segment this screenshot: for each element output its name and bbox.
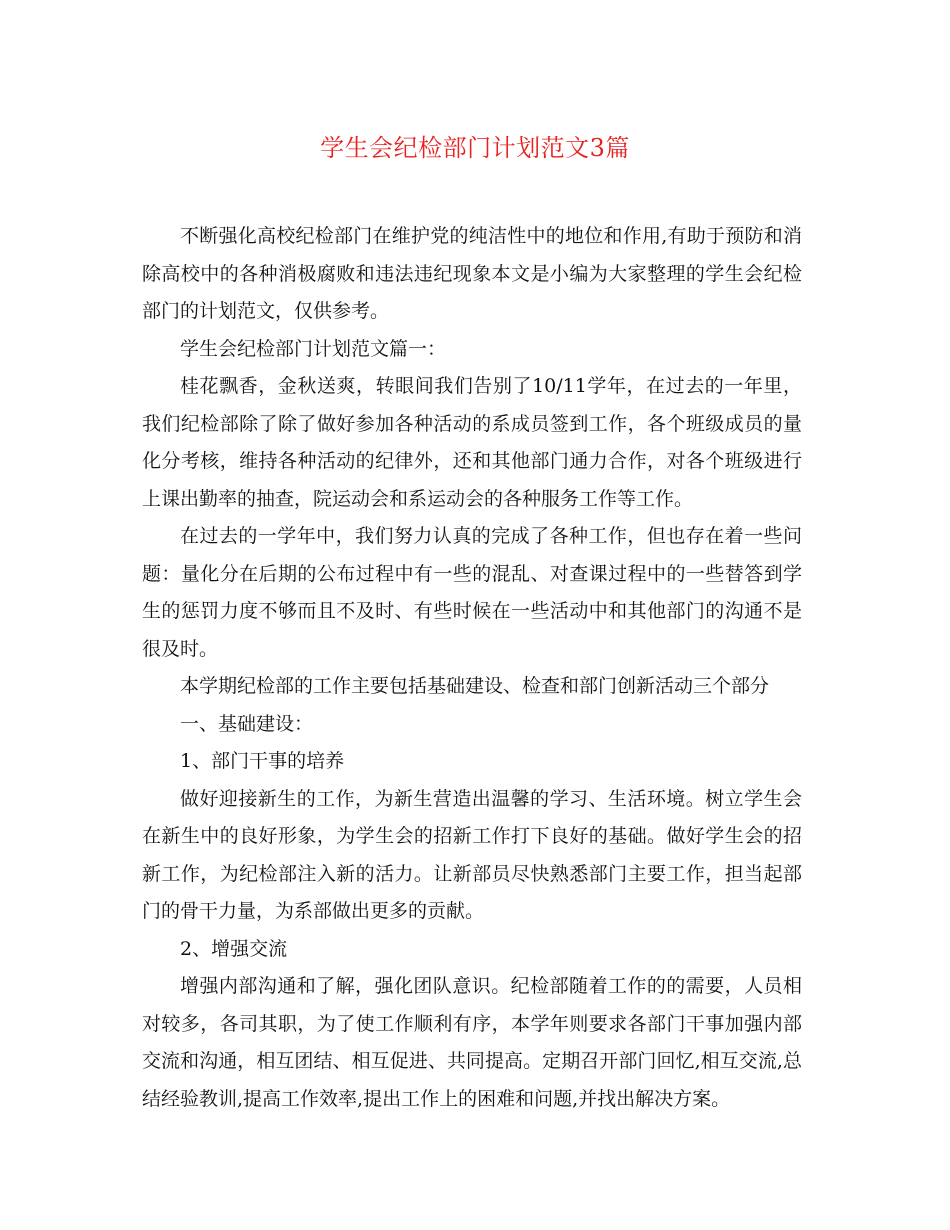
paragraph-problems: 在过去的一学年中，我们努力认真的完成了各种工作，但也存在着一些问题：量化分在后期的公布过程中有一些的混乱、对查课过程中的一些替答到学生的惩罚力度不够而且不及时、有些时候在一些活动中和其他部门的沟通不是很及时。 bbox=[142, 525, 802, 660]
paragraph-heading-part-one: 学生会纪检部门计划范文篇一： bbox=[180, 337, 447, 360]
document-body bbox=[142, 218, 802, 1118]
document-title: 学生会纪检部门计划范文3篇 bbox=[320, 134, 630, 162]
subheading-staff-training: 1、部门干事的培养 bbox=[180, 750, 345, 772]
paragraph-overview: 本学期纪检部的工作主要包括基础建设、检查和部门创新活动三个部分 bbox=[180, 675, 770, 697]
subheading-communication: 2、增强交流 bbox=[180, 937, 288, 960]
paragraph-staff-training: 做好迎接新生的工作，为新生营造出温馨的学习、生活环境。树立学生会在新生中的良好形象，为学生会的招新工作打下良好的基础。做好学生会的招新工作，为纪检部注入新的活力。让新部员尽快熟悉部门主要工作，担当起部门的骨干力量，为系部做出更多的贡献。 bbox=[142, 787, 802, 922]
paragraph-intro: 不断强化高校纪检部门在维护党的纯洁性中的地位和作用,有助于预防和消除高校中的各种消极腐败和违法违纪现象本文是小编为大家整理的学生会纪检部门的计划范文，仅供参考。 bbox=[142, 225, 802, 322]
paragraph-communication: 增强内部沟通和了解，强化团队意识。纪检部随着工作的的需要，人员相对较多，各司其职，为了使工作顺利有序，本学年则要求各部门干事加强内部交流和沟通，相互团结、相互促进、共同提高。定期召开部门回忆,相互交流,总结经验教训,提高工作效率,提出工作上的困难和问题,并找出解决方案。 bbox=[142, 975, 802, 1110]
paragraph-review: 桂花飘香，金秋送爽，转眼间我们告别了10/11学年，在过去的一年里，我们纪检部除了除了做好参加各种活动的系成员签到工作，各个班级成员的量化分考核，维持各种活动的纪律外，还和其他部门通力合作，对各个班级进行上课出勤率的抽查，院运动会和系运动会的各种服务工作等工作。 bbox=[142, 375, 802, 510]
section-heading-basic-construction: 一、基础建设： bbox=[180, 712, 314, 735]
